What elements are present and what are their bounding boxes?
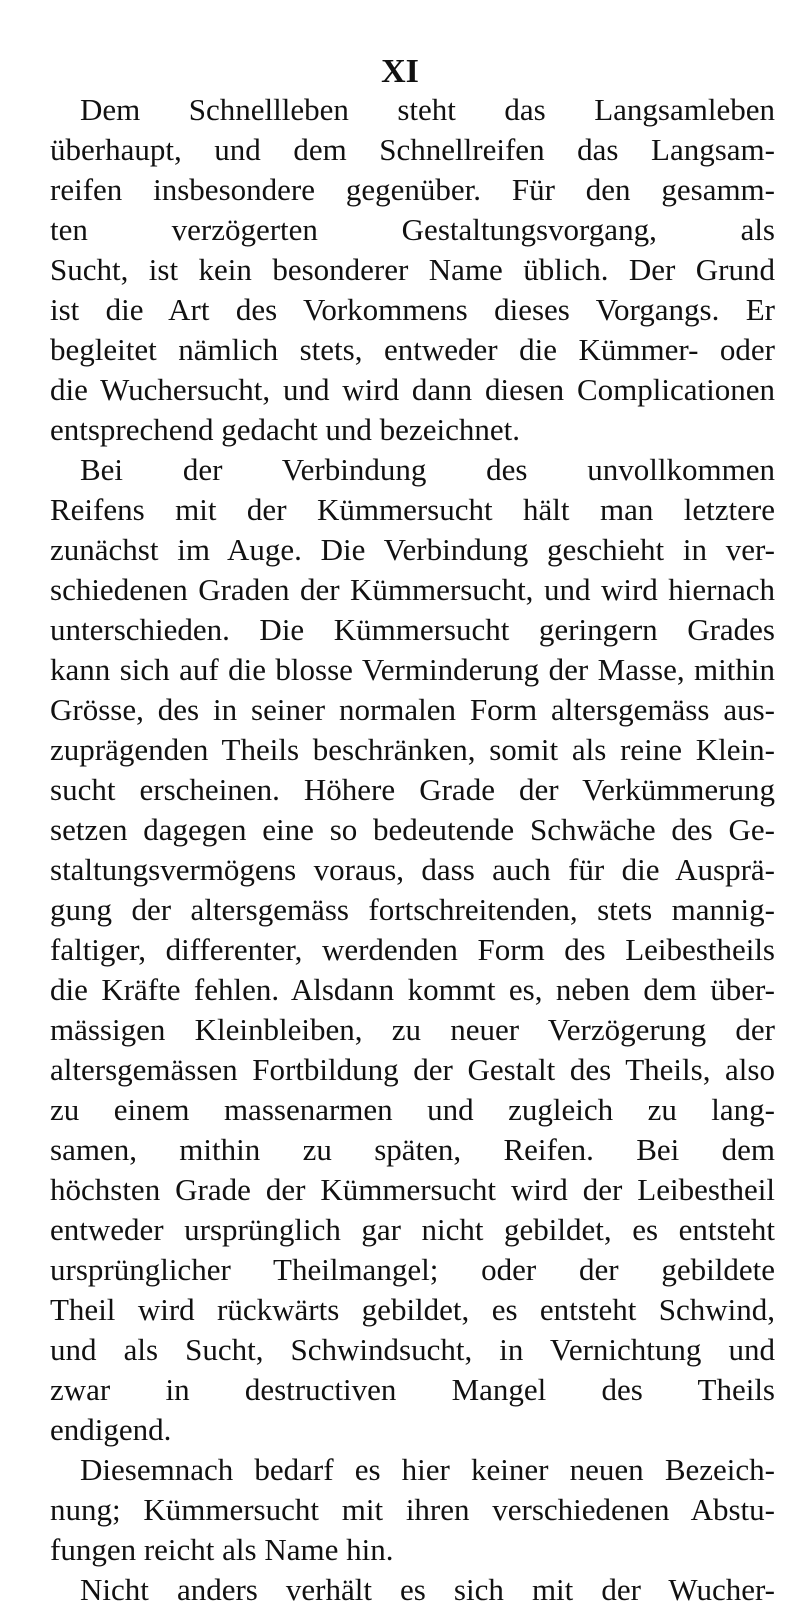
- text-line: staltungsvermögens voraus, dass auch für die Ausprä-: [50, 852, 775, 887]
- text-line: altersgemässen Fortbildung der Gestalt des Theils, also: [50, 1052, 775, 1087]
- text-line: Theil wird rückwärts gebildet, es entsteht Schwind,: [50, 1292, 775, 1327]
- text-line: zwar in destructiven Mangel des Theils: [50, 1372, 775, 1407]
- text-line: fungen reicht als Name hin.: [50, 1532, 394, 1567]
- text-line: mässigen Kleinbleiben, zu neuer Verzögerung der: [50, 1012, 775, 1047]
- text-line: und als Sucht, Schwindsucht, in Vernichtung und: [50, 1332, 775, 1367]
- text-line: entsprechend gedacht und bezeichnet.: [50, 412, 520, 447]
- text-line: setzen dagegen eine so bedeutende Schwäche des Ge-: [50, 812, 775, 847]
- text-line: zunächst im Auge. Die Verbindung geschieht in ver-: [50, 532, 775, 567]
- text-line: die Wuchersucht, und wird dann diesen Complicationen: [50, 372, 775, 407]
- text-line: unterschieden. Die Kümmersucht geringern Grades: [50, 612, 775, 647]
- text-line: zu einem massenarmen und zugleich zu lang-: [50, 1092, 775, 1127]
- text-line: ursprünglicher Theilmangel; oder der gebildete: [50, 1252, 775, 1287]
- text-line: entweder ursprünglich gar nicht gebildet, es entsteht: [50, 1212, 775, 1247]
- text-line: Reifens mit der Kümmersucht hält man letztere: [50, 492, 775, 527]
- text-line: sucht erscheinen. Höhere Grade der Verkümmerung: [50, 772, 775, 807]
- text-line: höchsten Grade der Kümmersucht wird der Leibestheil: [50, 1172, 775, 1207]
- page-number: XI: [381, 53, 419, 90]
- text-line: überhaupt, und dem Schnellreifen das Langsam-: [50, 132, 775, 167]
- text-line: faltiger, differenter, werdenden Form des Leibestheils: [50, 932, 775, 967]
- text-line: Diesemnach bedarf es hier keiner neuen Bezeich-: [80, 1452, 775, 1487]
- text-line: ten verzögerten Gestaltungsvorgang, als: [50, 212, 775, 247]
- text-line: reifen insbesondere gegenüber. Für den gesamm-: [50, 172, 775, 207]
- body-text: [50, 90, 775, 1610]
- text-line: schiedenen Graden der Kümmersucht, und wird hiernach: [50, 572, 775, 607]
- text-line: Sucht, ist kein besonderer Name üblich. Der Grund: [50, 252, 775, 287]
- text-line: endigend.: [50, 1412, 172, 1447]
- text-line: ist die Art des Vorkommens dieses Vorgangs. Er: [50, 292, 775, 327]
- text-line: nung; Kümmersucht mit ihren verschiedenen Abstu-: [50, 1492, 775, 1527]
- text-line: Nicht anders verhält es sich mit der Wucher-: [80, 1572, 775, 1607]
- text-line: Dem Schnellleben steht das Langsamleben: [80, 92, 775, 127]
- text-line: samen, mithin zu späten, Reifen. Bei dem: [50, 1132, 775, 1167]
- text-line: kann sich auf die blosse Verminderung der Masse, mithin: [50, 652, 775, 687]
- text-line: begleitet nämlich stets, entweder die Kümmer- oder: [50, 332, 775, 367]
- text-line: zuprägenden Theils beschränken, somit als reine Klein-: [50, 732, 775, 767]
- text-line: die Kräfte fehlen. Alsdann kommt es, neben dem über-: [50, 972, 775, 1007]
- text-line: Grösse, des in seiner normalen Form altersgemäss aus-: [50, 692, 775, 727]
- text-line: Bei der Verbindung des unvollkommen: [80, 452, 775, 487]
- text-line: gung der altersgemäss fortschreitenden, stets mannig-: [50, 892, 775, 927]
